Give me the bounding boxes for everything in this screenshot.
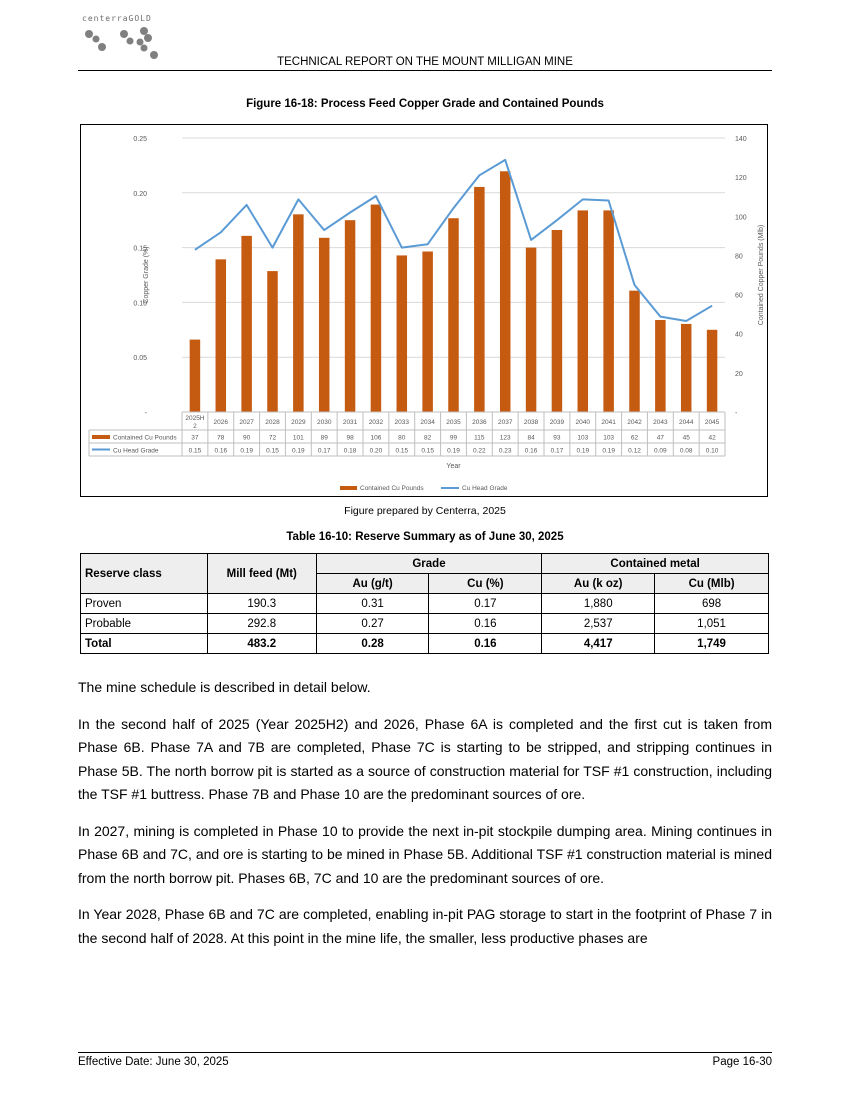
data-label-pounds: 82 [424,434,432,442]
bar-contained-cu [603,210,614,412]
data-label-grade: 0.15 [188,447,202,455]
cell-cu-mlb: 1,051 [655,614,769,634]
legend-key-bar [340,486,357,490]
cell-au-koz: 1,880 [542,594,655,614]
right-tick-label: 40 [735,331,743,339]
col-header-mill-feed: Mill feed (Mt) [207,554,316,594]
x-tick-label: 2028 [265,419,280,426]
paragraph: In the second half of 2025 (Year 2025H2) and 2026, Phase 6A is completed and the first cut is taken from Phase 6B. Phase 7A and 7B are completed, Phase 7C is starting to be stripped, and stripping continues in Phase 5B. The north borrow pit is started as a source of construction material for TSF #1 construction, including the TSF #1 buttress. Phase 7B and Phase 10 are the predominant sources of ore. [78,715,772,802]
footer-page-number: Page 16-30 [712,1056,772,1068]
cell-au-gt: 0.28 [316,634,429,654]
x-tick-label: 2034 [420,419,435,426]
data-label-pounds: 106 [370,434,382,442]
bar-contained-cu [707,330,718,412]
x-tick-label: 2037 [497,419,513,426]
table-header-row [81,554,769,574]
footer-divider [78,1052,772,1053]
data-label-grade: 0.10 [705,447,719,455]
paragraph: In Year 2028, Phase 6B and 7C are completed, enabling in-pit PAG storage to start in the footprint of Phase 7 in the second half of 2028. At this point in the mine life, the smaller, less productive phases are [78,906,772,946]
x-tick-label: 2045 [704,419,720,426]
bar-contained-cu [526,248,537,412]
data-label-pounds: 98 [346,434,354,442]
data-label-grade: 0.19 [292,447,305,455]
data-label-pounds: 89 [320,434,328,442]
bar-contained-cu [655,320,666,412]
table-row-label: Cu Head Grade [113,447,159,455]
right-tick-label: 140 [735,136,747,143]
x-tick-label: 2035 [446,419,461,426]
data-label-grade: 0.15 [395,447,409,455]
data-label-grade: 0.17 [317,447,331,455]
data-label-pounds: 62 [630,434,639,442]
x-tick-label: 2031 [342,419,358,426]
right-axis-title: Contained Copper Pounds (Mlb) [758,224,765,326]
data-label-pounds: 123 [499,434,511,442]
data-label-grade: 0.16 [214,447,228,455]
data-label-pounds: 72 [268,434,277,442]
legend-label: Cu Head Grade [462,485,508,492]
data-label-grade: 0.20 [369,447,383,455]
data-label-pounds: 84 [527,434,535,442]
cell-mill-feed: 292.8 [207,614,316,634]
bar-contained-cu [397,255,408,412]
table-row [81,594,769,614]
bar-contained-cu [241,236,252,412]
logo-wordmark: centerraGOLD [82,14,152,23]
data-label-grade: 0.19 [447,447,460,455]
paragraph: The mine schedule is described in detail below. [78,679,371,695]
table-caption: Table 16-10: Reserve Summary as of June 30, 2025 [286,531,564,543]
data-label-pounds: 45 [682,434,690,442]
footer-effective-date: Effective Date: June 30, 2025 [78,1056,229,1068]
right-tick-label: 100 [735,214,747,222]
data-label-pounds: 78 [217,434,225,442]
bar-contained-cu [500,171,511,412]
legend-key-bar [92,435,110,439]
left-tick-label: 0.20 [133,190,147,198]
data-label-pounds: 103 [577,434,589,442]
header-divider [78,70,772,71]
bar-contained-cu [216,259,227,412]
x-tick-label: 2029 [291,419,306,426]
report-title: TECHNICAL REPORT ON THE MOUNT MILLIGAN MINE [277,56,573,68]
cell-cu-pct: 0.16 [429,614,542,634]
col-header-au-koz: Au (k oz) [542,574,655,594]
data-label-grade: 0.09 [654,447,667,455]
x-axis-title: Year [446,463,461,470]
x-tick-label: 2026 [213,419,229,426]
right-tick-label: - [735,410,738,417]
cell-mill-feed: 190.3 [207,594,316,614]
cell-au-gt: 0.31 [316,594,429,614]
combo-chart [81,125,769,498]
data-label-grade: 0.23 [498,447,512,455]
right-tick-label: 80 [735,253,743,261]
bar-contained-cu [371,205,382,412]
x-tick-label: 2039 [549,419,565,426]
col-header-cu-mlb: Cu (Mlb) [655,574,769,594]
table-row [81,614,769,634]
x-tick-label: 2043 [653,419,668,426]
left-tick-label: - [144,410,147,417]
cell-cu-mlb: 1,749 [655,634,769,654]
data-label-grade: 0.19 [602,447,615,455]
left-axis-title: Copper Grade (%) [143,246,150,304]
logo-dots-icon [82,14,172,62]
data-label-grade: 0.18 [343,447,357,455]
paragraph: In 2027, mining is completed in Phase 10 to provide the next in-pit stockpile dumping area. Mining continues in Phase 6B and 7C, and ore is starting to be mined in Phase 5B. Additional TSF #1 construction material is mined from the north borrow pit. Phases 6B, 7C and 10 are the predominant sources of ore. [78,822,772,886]
cell-cu-pct: 0.16 [429,634,542,654]
col-header-au-gt: Au (g/t) [316,574,429,594]
right-tick-label: 20 [735,370,743,378]
data-label-pounds: 37 [191,434,199,442]
bar-contained-cu [319,238,330,412]
bar-contained-cu [474,187,485,412]
data-label-pounds: 93 [553,434,561,442]
right-tick-label: 60 [735,292,743,300]
bar-contained-cu [448,218,459,412]
cell-class: Proven [81,594,208,614]
data-label-grade: 0.17 [550,447,564,455]
col-header-cu-pct: Cu (%) [429,574,542,594]
bar-contained-cu [681,324,692,412]
data-label-grade: 0.19 [240,447,253,455]
col-header-grade: Grade [316,554,542,574]
x-tick-label: 2041 [601,419,616,426]
data-label-grade: 0.15 [266,447,279,455]
x-tick-label: 2044 [678,419,694,426]
left-tick-label: 0.25 [133,136,147,143]
company-logo [82,14,172,62]
data-label-pounds: 80 [398,434,406,442]
cell-class: Probable [81,614,208,634]
bar-contained-cu [190,340,201,412]
cell-cu-pct: 0.17 [429,594,542,614]
x-tick-label: 2042 [627,419,642,426]
cell-au-gt: 0.27 [316,614,429,634]
x-tick-label: 2030 [316,419,332,426]
data-label-pounds: 47 [656,434,664,442]
data-label-pounds: 42 [708,434,716,442]
data-label-grade: 0.08 [679,447,693,455]
chart-frame [80,124,768,497]
cell-au-koz: 4,417 [542,634,655,654]
data-label-pounds: 99 [449,434,458,442]
bar-contained-cu [293,214,304,412]
bar-contained-cu [629,291,640,412]
cell-mill-feed: 483.2 [207,634,316,654]
left-tick-label: 0.05 [133,355,147,363]
data-label-grade: 0.19 [576,447,590,455]
figure-credit: Figure prepared by Centerra, 2025 [344,505,506,517]
bar-contained-cu [578,210,589,412]
table-row-label: Contained Cu Pounds [113,434,177,442]
data-label-pounds: 115 [474,434,485,442]
bar-contained-cu [267,271,278,412]
figure-caption: Figure 16-18: Process Feed Copper Grade and Contained Pounds [246,98,604,110]
x-tick-label: 2036 [472,419,487,426]
data-label-pounds: 90 [243,434,251,442]
data-label-grade: 0.12 [628,447,641,455]
legend-label: Contained Cu Pounds [360,485,424,492]
data-label-grade: 0.15 [421,447,434,455]
reserve-summary-table [80,553,769,654]
data-label-grade: 0.22 [473,447,486,455]
x-tick-label: 2038 [523,419,539,426]
x-tick-label: 2025H [185,415,205,422]
left-tick-label: 0.15 [133,245,147,253]
cell-class: Total [81,634,208,654]
bar-contained-cu [345,220,356,412]
data-label-pounds: 101 [292,434,304,442]
right-tick-label: 120 [735,175,747,183]
data-label-pounds: 103 [603,434,615,442]
x-tick-label: 2 [193,423,197,430]
cell-cu-mlb: 698 [655,594,769,614]
cell-au-koz: 2,537 [542,614,655,634]
x-tick-label: 2032 [368,419,384,426]
x-tick-label: 2027 [239,419,254,426]
bar-contained-cu [422,252,433,412]
data-label-grade: 0.16 [524,447,538,455]
x-tick-label: 2033 [394,419,410,426]
table-row-total [81,634,769,654]
bar-contained-cu [552,230,563,412]
body-text [78,676,772,963]
left-tick-label: 0.10 [133,300,147,308]
x-tick-label: 2040 [575,419,591,426]
col-header-contained-metal: Contained metal [542,554,769,574]
col-header-reserve-class: Reserve class [81,554,208,594]
